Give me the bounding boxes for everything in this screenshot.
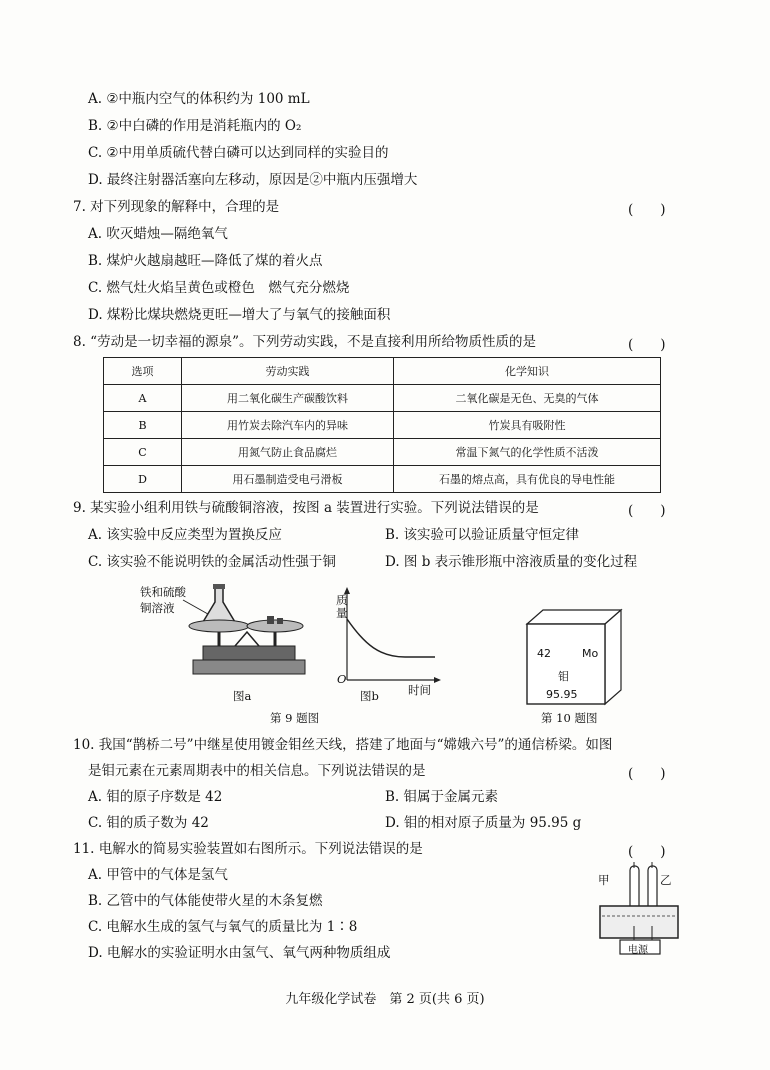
- q6-option-a: A. ②中瓶内空气的体积约为 100 mL: [88, 91, 310, 107]
- q7-stem: 7. 对下列现象的解释中，合理的是: [73, 199, 280, 215]
- element-name: 钼: [558, 670, 569, 683]
- table-cell: 竹炭具有吸附性: [394, 412, 661, 439]
- table-cell: C: [104, 439, 182, 466]
- fig-a-label-line1: 铁和硫酸: [140, 585, 186, 599]
- q10-option-c: C. 钼的质子数为 42: [88, 815, 209, 831]
- table-header: 化学知识: [394, 358, 661, 385]
- table-header: 选项: [104, 358, 182, 385]
- table-row: [104, 439, 661, 466]
- q11-option-d: D. 电解水的实验证明水由氢气、氧气两种物质组成: [88, 945, 391, 961]
- q6-option-d: D. 最终注射器活塞向左移动，原因是②中瓶内压强增大: [88, 172, 418, 188]
- q9-figure-caption: 第 9 题图: [270, 711, 320, 725]
- q10-option-d: D. 钼的相对原子质量为 95.95 g: [385, 815, 582, 831]
- table-cell: 石墨的熔点高，具有优良的导电性能: [394, 466, 661, 493]
- table-cell: 用二氧化碳生产碳酸饮料: [182, 385, 394, 412]
- q6-option-c: C. ②中用单质硫代替白磷可以达到同样的实验目的: [88, 145, 389, 161]
- balance-figure: [175, 580, 315, 690]
- fig-b-origin: O: [337, 672, 347, 686]
- q7-answer-paren: ( ): [628, 202, 666, 218]
- table-cell: 常温下氮气的化学性质不活泼: [394, 439, 661, 466]
- q9-answer-paren: ( ): [628, 503, 666, 519]
- table-cell: 二氧化碳是无色、无臭的气体: [394, 385, 661, 412]
- q7-option-a: A. 吹灭蜡烛—隔绝氧气: [88, 226, 228, 242]
- table-header: 劳动实践: [182, 358, 394, 385]
- q11-answer-paren: ( ): [628, 844, 666, 860]
- table-row: [104, 385, 661, 412]
- q8-table: [103, 357, 661, 493]
- power-supply-label: 电源: [628, 945, 648, 956]
- tube-right-label: 乙: [660, 873, 672, 887]
- table-cell: B: [104, 412, 182, 439]
- q11-option-c: C. 电解水生成的氢气与氧气的质量比为 1∶8: [88, 919, 358, 935]
- q9-option-b: B. 该实验可以验证质量守恒定律: [385, 527, 580, 543]
- table-row: [104, 412, 661, 439]
- q11-option-a: A. 甲管中的气体是氢气: [88, 867, 228, 883]
- fig-b-xlabel: 时间: [408, 683, 431, 697]
- tube-left-label: 甲: [598, 873, 610, 887]
- table-cell: 用石墨制造受电弓滑板: [182, 466, 394, 493]
- q10-figure-caption: 第 10 题图: [541, 711, 598, 725]
- q7-option-b: B. 煤炉火越扇越旺—降低了煤的着火点: [88, 253, 323, 269]
- fig-b-caption: 图b: [360, 689, 379, 703]
- q10-option-a: A. 钼的原子序数是 42: [88, 789, 223, 805]
- q7-option-d: D. 煤粉比煤块燃烧更旺—增大了与氧气的接触面积: [88, 307, 391, 323]
- q9-stem: 9. 某实验小组利用铁与硫酸铜溶液，按图 a 装置进行实验。下列说法错误的是: [73, 500, 539, 516]
- q10-answer-paren: ( ): [628, 766, 666, 782]
- element-atomic-number: 42: [537, 647, 551, 660]
- element-mass: 95.95: [546, 688, 578, 701]
- table-cell: D: [104, 466, 182, 493]
- q8-stem: 8. “劳动是一切幸福的源泉”。下列劳动实践，不是直接利用所给物质性质的是: [73, 334, 536, 350]
- q6-option-b: B. ②中白磷的作用是消耗瓶内的 O₂: [88, 118, 302, 134]
- table-cell: 用竹炭去除汽车内的异味: [182, 412, 394, 439]
- q9-option-d: D. 图 b 表示锥形瓶中溶液质量的变化过程: [385, 554, 638, 570]
- q8-answer-paren: ( ): [628, 337, 666, 353]
- q11-stem: 11. 电解水的简易实验装置如右图所示。下列说法错误的是: [73, 841, 423, 857]
- table-cell: A: [104, 385, 182, 412]
- q9-option-c: C. 该实验不能说明铁的金属活动性强于铜: [88, 554, 336, 570]
- fig-a-label-line2: 铜溶液: [140, 601, 175, 615]
- q10-stem-line1: 10. 我国“鹊桥二号”中继星使用镀金钼丝天线，搭建了地面与“嫦娥六号”的通信桥梁。如图: [73, 737, 613, 753]
- page-footer: 九年级化学试卷 第 2 页(共 6 页): [285, 992, 485, 1007]
- q10-option-b: B. 钼属于金属元素: [385, 789, 499, 805]
- q7-option-c: C. 燃气灶火焰呈黄色或橙色 燃气充分燃烧: [88, 280, 350, 296]
- q10-stem-line2: 是钼元素在元素周期表中的相关信息。下列说法错误的是: [88, 763, 426, 779]
- table-row: [104, 466, 661, 493]
- table-header-row: [104, 358, 661, 385]
- fig-b-ylabel: 质量: [336, 593, 348, 620]
- fig-a-caption: 图a: [233, 689, 252, 703]
- table-cell: 用氮气防止食品腐烂: [182, 439, 394, 466]
- element-symbol: Mo: [582, 647, 599, 660]
- q9-option-a: A. 该实验中反应类型为置换反应: [88, 527, 282, 543]
- q11-option-b: B. 乙管中的气体能使带火星的木条复燃: [88, 893, 323, 909]
